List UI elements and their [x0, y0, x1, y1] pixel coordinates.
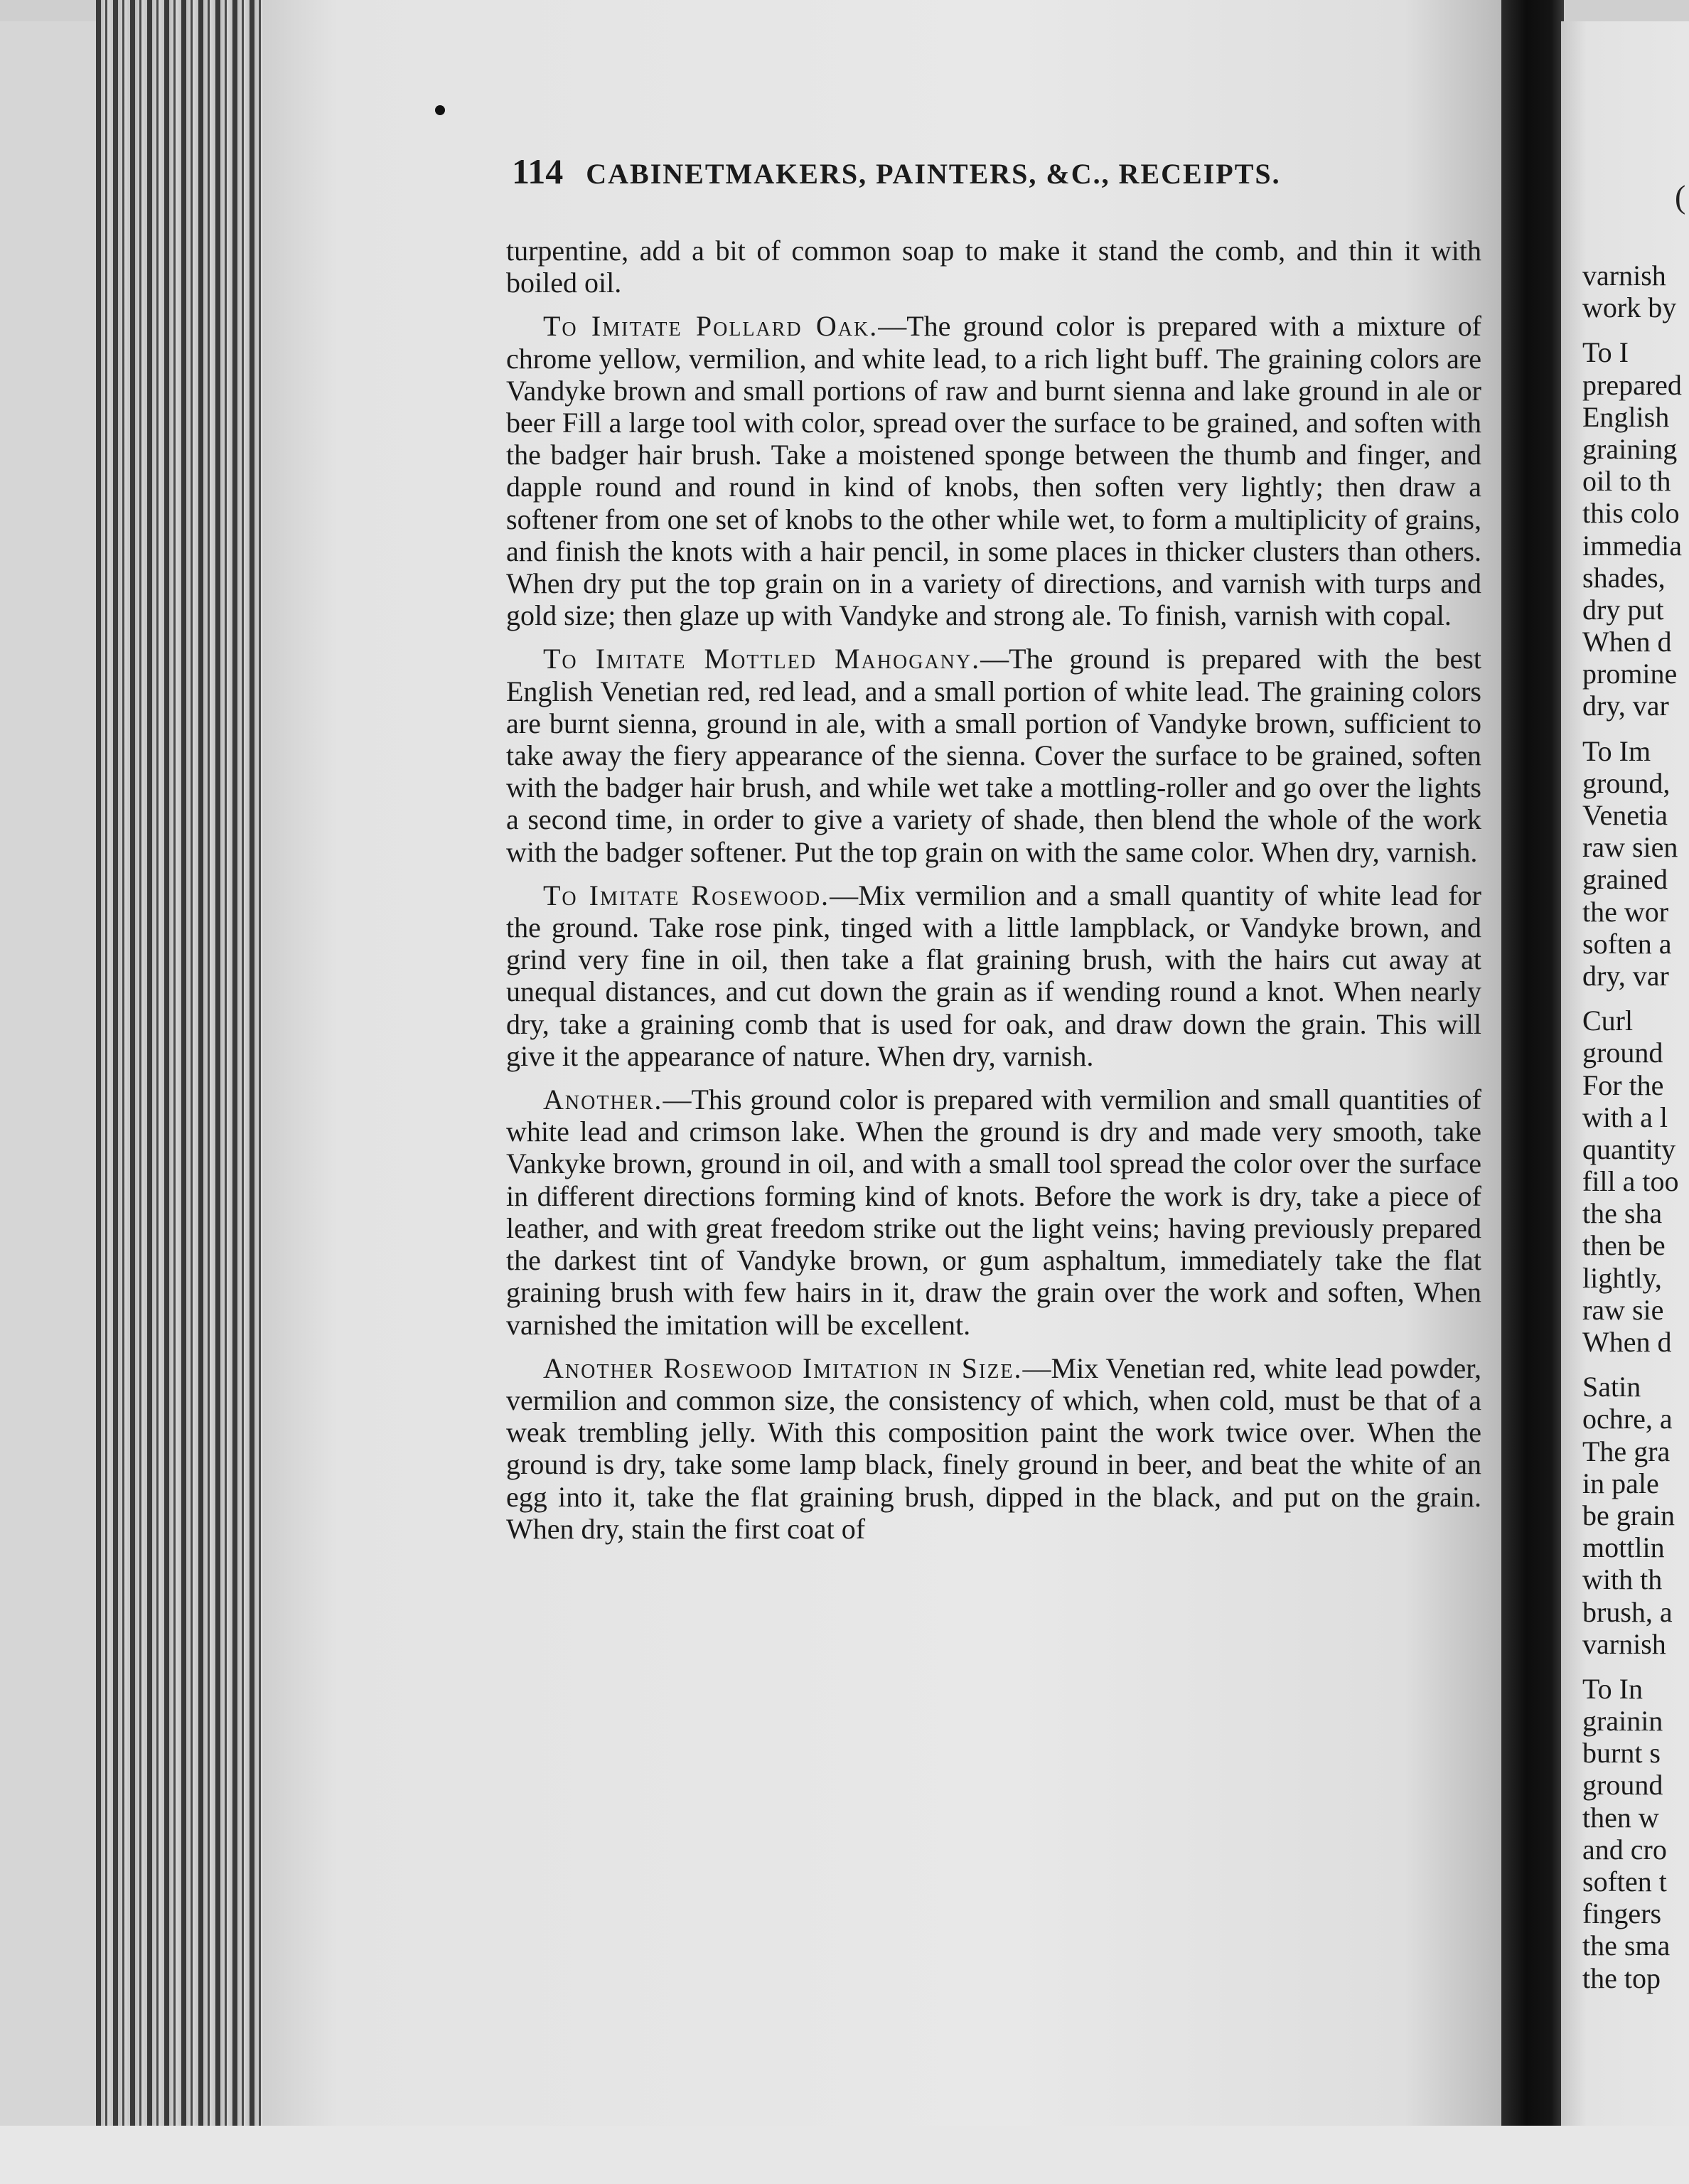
right-page-line: shades,	[1582, 561, 1666, 594]
right-page-line: ground,	[1582, 766, 1671, 799]
right-page-line: mottlin	[1582, 1531, 1665, 1564]
paragraph-text: turpentine, add a bit of common soap to make it stand the comb, and thin it with boiled oil.	[506, 235, 1481, 299]
right-page-line: with th	[1582, 1563, 1663, 1596]
right-page-line: To Im	[1582, 734, 1651, 767]
running-title: CABINETMAKERS, PAINTERS, &C., RECEIPTS.	[586, 158, 1281, 190]
book-gutter	[1501, 0, 1564, 2184]
paragraph-text: —The ground is prepared with the best English Venetian red, red lead, and a small portion of white lead. The graining colors are burnt sienna, ground in ale, with a small portion of Vandyke brown, sufficient to take away the fiery appearance of the sienna. Cover the surface to be grained, soften with the badger hair brush, and while wet take a mottling-roller and go over the lights a second time, in order to give a variety of shade, then blend the whole of the work with the badger softener. Put the top grain on with the same color. When dry, varnish.	[506, 643, 1481, 868]
paragraph-heading: To Imitate Mottled Mahogany.	[543, 643, 981, 675]
right-page-line: varnish	[1582, 259, 1666, 291]
right-page-line: and cro	[1582, 1833, 1667, 1866]
right-page-line: the sha	[1582, 1197, 1663, 1230]
right-page-line: ground	[1582, 1037, 1663, 1069]
right-page-line: Venetia	[1582, 799, 1668, 831]
right-page-line: soften a	[1582, 927, 1672, 960]
right-page-line: immedia	[1582, 529, 1682, 562]
right-page-line: soften t	[1582, 1866, 1667, 1897]
right-page-line: ochre, a	[1582, 1403, 1673, 1435]
right-page-line: brush, a	[1582, 1595, 1673, 1628]
body-text	[506, 235, 1481, 1556]
paragraph-mottled-mahogany	[506, 643, 1481, 867]
paragraph-pollard-oak	[506, 310, 1481, 631]
paragraph-text: —This ground color is prepared with vermilion and small quantities of white lead and crimson lake. When the ground is dry and made very smooth, take Vankyke brown, ground in oil, and with a small tool spread the color over the surface in different directions forming kind of knots. Before the work is dry, take a piece of leather, and with great freedom strike out the light veins; having previously prepared the darkest tint of Vandyke brown, or gum asphaltum, immediately take the flat graining brush with few hairs in it, draw the grain over the work and soften, When varnished the imitation will be excellent.	[506, 1083, 1481, 1341]
right-page-line: When d	[1582, 1326, 1672, 1358]
right-page-line: grainin	[1582, 1705, 1663, 1738]
right-page-line: raw sien	[1582, 831, 1678, 864]
paragraph-heading: To Imitate Rosewood.	[543, 879, 830, 911]
paragraph-rosewood-in-size	[506, 1352, 1481, 1545]
right-page-line: the wor	[1582, 895, 1669, 928]
right-page-line: The gra	[1582, 1435, 1671, 1467]
right-page-line: work by	[1582, 291, 1677, 324]
line-gap	[1582, 323, 1689, 336]
right-page-line: dry, var	[1582, 690, 1669, 722]
paragraph-text: —Mix Venetian red, white lead powder, vermilion and common size, the consistency of which, when cold, must be that of a weak trembling jelly. With this composition paint the work twice over. When the ground is dry, take some lamp black, finely ground in beer, and beat the white of an egg into it, take the flat graining brush, dipped in the black, and put on the grain. When dry, stain the first coat of	[506, 1351, 1481, 1545]
right-page-line: raw sie	[1582, 1293, 1664, 1326]
paragraph-rosewood	[506, 879, 1481, 1072]
right-page-line: graining	[1582, 432, 1678, 465]
paragraph-text: —Mix vermilion and a small quantity of white lead for the ground. Take rose pink, tinged with a little lampblack, or Vandyke brown, and grind very fine in oil, then take a flat graining brush, with the hairs cut away at unequal distances, and cut down the grain as if wending round a knot. When nearly dry, take a graining comb that is used for oak, and draw down the grain. This will give it the appearance of nature. When dry, varnish.	[506, 879, 1482, 1072]
right-page-line: in pale	[1582, 1467, 1659, 1499]
right-page-line: dry put	[1582, 593, 1664, 626]
right-page-line: prepared	[1582, 368, 1682, 401]
book-page-edges	[96, 0, 267, 2184]
right-page-line: grained	[1582, 863, 1668, 896]
right-page-text	[1582, 259, 1689, 1994]
right-page-line: oil to th	[1582, 465, 1671, 498]
right-page-line: fingers	[1582, 1897, 1662, 1930]
right-page-line: varnish	[1582, 1627, 1666, 1660]
paragraph-heading: Another Rosewood Imitation in Size.	[543, 1351, 1023, 1384]
right-page-line: ground	[1582, 1769, 1663, 1802]
right-page-line: burnt s	[1582, 1737, 1661, 1770]
running-head	[512, 151, 1479, 200]
scan-background	[0, 0, 107, 2184]
right-page-line: then be	[1582, 1229, 1666, 1262]
right-page-line: quantity	[1582, 1133, 1676, 1165]
paragraph-heading: To Imitate Pollard Oak.	[543, 310, 879, 343]
right-page-line: lightly,	[1582, 1261, 1662, 1294]
line-gap	[1582, 1358, 1689, 1371]
right-page-line: Curl	[1582, 1005, 1634, 1037]
paragraph-text: —The ground color is prepared with a mixture of chrome yellow, vermilion, and white lead, to a rich light buff. The graining colors are Vandyke brown and small portions of raw and burnt sienna and lake ground in ale or beer Fill a large tool with color, spread over the surface to be grained, and soften with the badger hair brush. Take a moistened sponge between the thumb and finger, and dapple round and round in kind of knobs, then soften very lightly; then draw a softener from one set of knobs to the other while wet, to form a multiplicity of grains, and finish the knots with a hair pencil, in some places in thicker clusters than others. When dry put the top grain on in a variety of directions, and varnish with turps and gold size; then glaze up with Vandyke and strong ale. To finish, varnish with copal.	[506, 310, 1481, 632]
right-page-line: English	[1582, 400, 1670, 433]
paragraph-continuation	[506, 235, 1481, 299]
scan-bottom-margin	[0, 2126, 1689, 2184]
line-gap	[1582, 722, 1689, 735]
right-page-line: Satin	[1582, 1371, 1641, 1403]
ink-spot-mark	[435, 105, 445, 115]
right-page-line: then w	[1582, 1801, 1659, 1834]
right-page-line: this colo	[1582, 497, 1680, 530]
right-page-line: with a l	[1582, 1101, 1668, 1133]
right-page-line: When d	[1582, 626, 1672, 658]
right-page-heading-fragment: (	[1675, 178, 1686, 215]
right-page-line: fill a too	[1582, 1165, 1679, 1198]
paragraph-another	[506, 1083, 1481, 1341]
line-gap	[1582, 1660, 1689, 1673]
paragraph-heading: Another.	[543, 1083, 663, 1116]
right-page-line: dry, var	[1582, 959, 1669, 992]
right-page-line: For the	[1582, 1069, 1664, 1101]
right-page-line: To I	[1582, 336, 1629, 369]
right-page-line: To In	[1582, 1672, 1643, 1705]
line-gap	[1582, 992, 1689, 1005]
right-page-line: the sma	[1582, 1929, 1671, 1962]
right-page-line: be grain	[1582, 1499, 1675, 1531]
right-page-line: promine	[1582, 658, 1678, 690]
right-page-line: the top	[1582, 1961, 1661, 1994]
page-number: 114	[512, 151, 564, 191]
right-book-page-sliver	[1561, 21, 1689, 2126]
